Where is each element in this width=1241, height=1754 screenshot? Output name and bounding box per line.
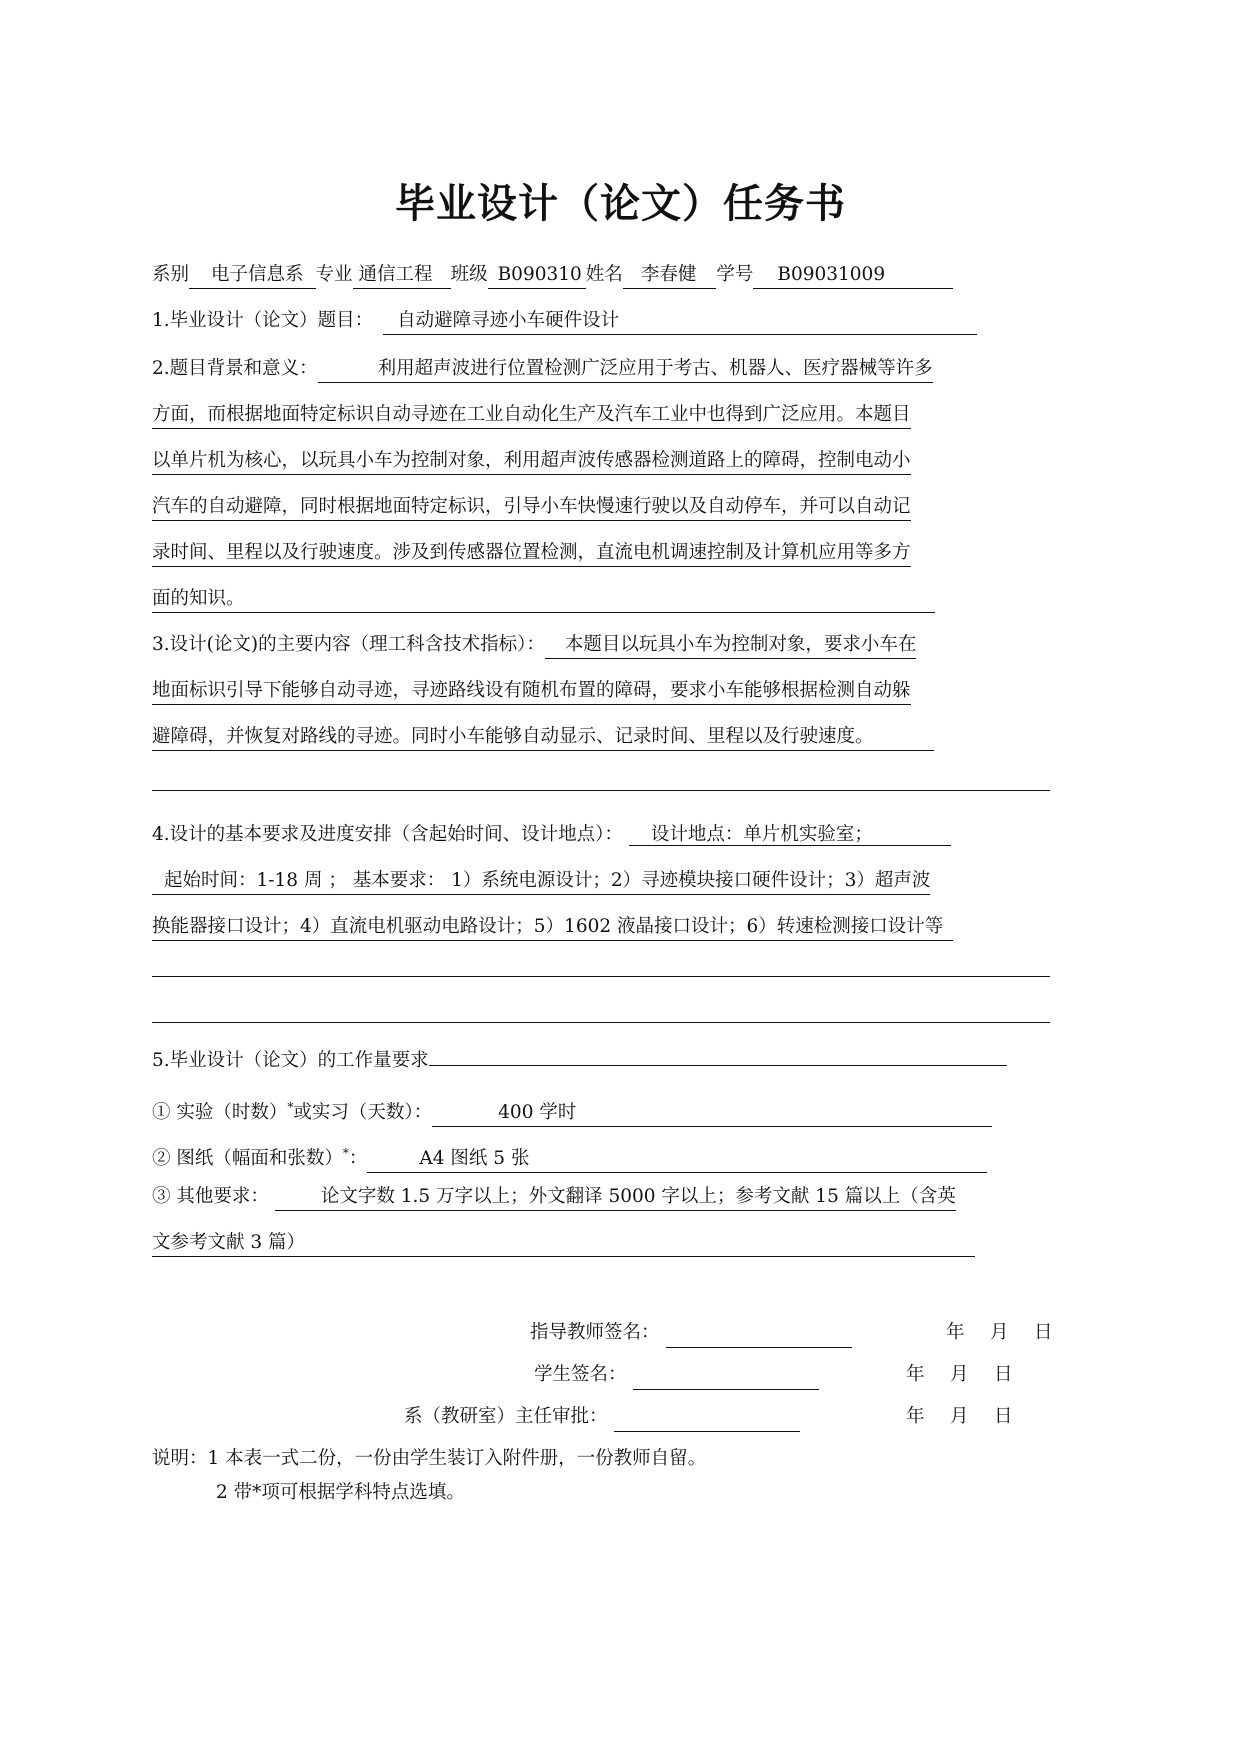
director-label: 系（教研室）主任审批： [404, 1406, 608, 1427]
document-title: 毕业设计（论文）任务书 [395, 181, 846, 227]
class-label: 班级 [450, 264, 488, 285]
content-label: 3.设计(论文)的主要内容（理工科含技术指标）： [152, 634, 545, 655]
background-section [152, 346, 1054, 622]
blank-line [152, 976, 1050, 977]
item1-star: * [287, 1100, 294, 1114]
content-line-1: 本题目以玩具小车为控制对象，要求小车在 [545, 634, 917, 659]
item3-label: ③ 其他要求： [152, 1186, 269, 1207]
name-value: 李春健 [623, 261, 717, 289]
student-year: 年 [906, 1364, 925, 1385]
dept-label: 系别 [152, 264, 190, 285]
director-year: 年 [906, 1406, 925, 1427]
student-signature [534, 1360, 819, 1390]
director-date [906, 1402, 1038, 1432]
advisor-signature [530, 1318, 852, 1348]
item1-label2: 或实习（天数）： [293, 1102, 433, 1124]
advisor-date [946, 1318, 1078, 1348]
director-day: 日 [994, 1406, 1013, 1427]
requirements-label: 4.设计的基本要求及进度安排（含起始时间、设计地点）： [152, 824, 623, 845]
workload-fill [429, 1065, 1007, 1066]
item2-label: ② 图纸（幅面和张数） [152, 1148, 343, 1170]
item3-line-2: 文参考文献 3 篇） [152, 1232, 975, 1257]
director-signature [404, 1402, 800, 1432]
class-value: B090310 [488, 261, 586, 289]
student-day: 日 [994, 1364, 1013, 1385]
content-section [152, 622, 1054, 760]
requirements-line-1: 设计地点：单片机实验室； [629, 824, 951, 846]
item1-value: 400 学时 [432, 1099, 992, 1127]
advisor-signature-field[interactable] [666, 1325, 852, 1348]
student-signature-field[interactable] [633, 1367, 819, 1390]
workload-label: 5.毕业设计（论文）的工作量要求 [152, 1050, 429, 1071]
requirements-line-3: 换能器接口设计；4）直流电机驱动电路设计；5）1602 液晶接口设计；6）转速检测接口设计等 [152, 916, 953, 941]
name-label: 姓名 [585, 264, 623, 285]
note-line-2: 2 带*项可根据学科特点选填。 [216, 1482, 465, 1503]
background-line-1: 利用超声波进行位置检测广泛应用于考古、机器人、医疗器械等许多 [318, 358, 933, 383]
workload-item-3 [152, 1174, 1054, 1266]
requirements-section [152, 812, 1054, 950]
student-month: 月 [950, 1364, 969, 1385]
item2-value: A4 图纸 5 张 [367, 1145, 987, 1173]
content-line-2: 地面标识引导下能够自动寻迹，寻迹路线设有随机布置的障碍，要求小车能够根据检测自动躲 [152, 680, 911, 705]
item3-line-1: 论文字数 1.5 万字以上；外文翻译 5000 字以上；参考文献 15 篇以上（含英 [275, 1186, 956, 1211]
requirements-line-2: 起始时间：1-18 周 ； 基本要求： 1）系统电源设计；2）寻迹模块接口硬件设计；3）超声波 [152, 870, 930, 895]
student-info-row [152, 258, 1054, 292]
note-line-1: 说明：1 本表一式二份，一份由学生装订入附件册，一份教师自留。 [152, 1448, 707, 1469]
advisor-month: 月 [990, 1322, 1009, 1343]
content-line-3: 避障碍，并恢复对路线的寻迹。同时小车能够自动显示、记录时间、里程以及行驶速度。 [152, 726, 934, 751]
blank-line [152, 1022, 1050, 1023]
workload-row [152, 1044, 1054, 1078]
advisor-year: 年 [946, 1322, 965, 1343]
topic-row [152, 304, 1054, 338]
background-line-6: 面的知识。 [152, 588, 935, 613]
background-line-2: 方面，而根据地面特定标识自动寻迹在工业自动化生产及汽车工业中也得到广泛应用。本题目 [152, 404, 911, 429]
topic-label: 1.毕业设计（论文）题目： [152, 310, 374, 331]
item2-colon: ： [348, 1148, 368, 1170]
major-value: 通信工程 [353, 261, 451, 289]
id-value: B09031009 [753, 261, 953, 289]
id-label: 学号 [716, 264, 754, 285]
workload-item-1 [152, 1090, 1054, 1124]
workload-item-2 [152, 1136, 1054, 1170]
advisor-label: 指导教师签名： [530, 1322, 660, 1343]
item2-star: * [342, 1146, 349, 1160]
blank-line [152, 790, 1050, 791]
background-label: 2.题目背景和意义： [152, 358, 318, 379]
background-line-4: 汽车的自动避障，同时根据地面特定标识，引导小车快慢速行驶以及自动停车，并可以自动记 [152, 496, 911, 521]
topic-value: 自动避障寻迹小车硬件设计 [383, 307, 977, 335]
background-line-3: 以单片机为核心，以玩具小车为控制对象，利用超声波传感器检测道路上的障碍，控制电动小 [152, 450, 911, 475]
background-line-5: 录时间、里程以及行驶速度。涉及到传感器位置检测，直流电机调速控制及计算机应用等多方 [152, 542, 911, 567]
director-signature-field[interactable] [614, 1409, 800, 1432]
item1-label: ① 实验（时数） [152, 1102, 288, 1124]
advisor-day: 日 [1034, 1322, 1053, 1343]
director-month: 月 [950, 1406, 969, 1427]
dept-value: 电子信息系 [189, 261, 316, 289]
student-date [906, 1360, 1038, 1390]
major-label: 专业 [315, 264, 353, 285]
student-label: 学生签名： [534, 1364, 627, 1385]
